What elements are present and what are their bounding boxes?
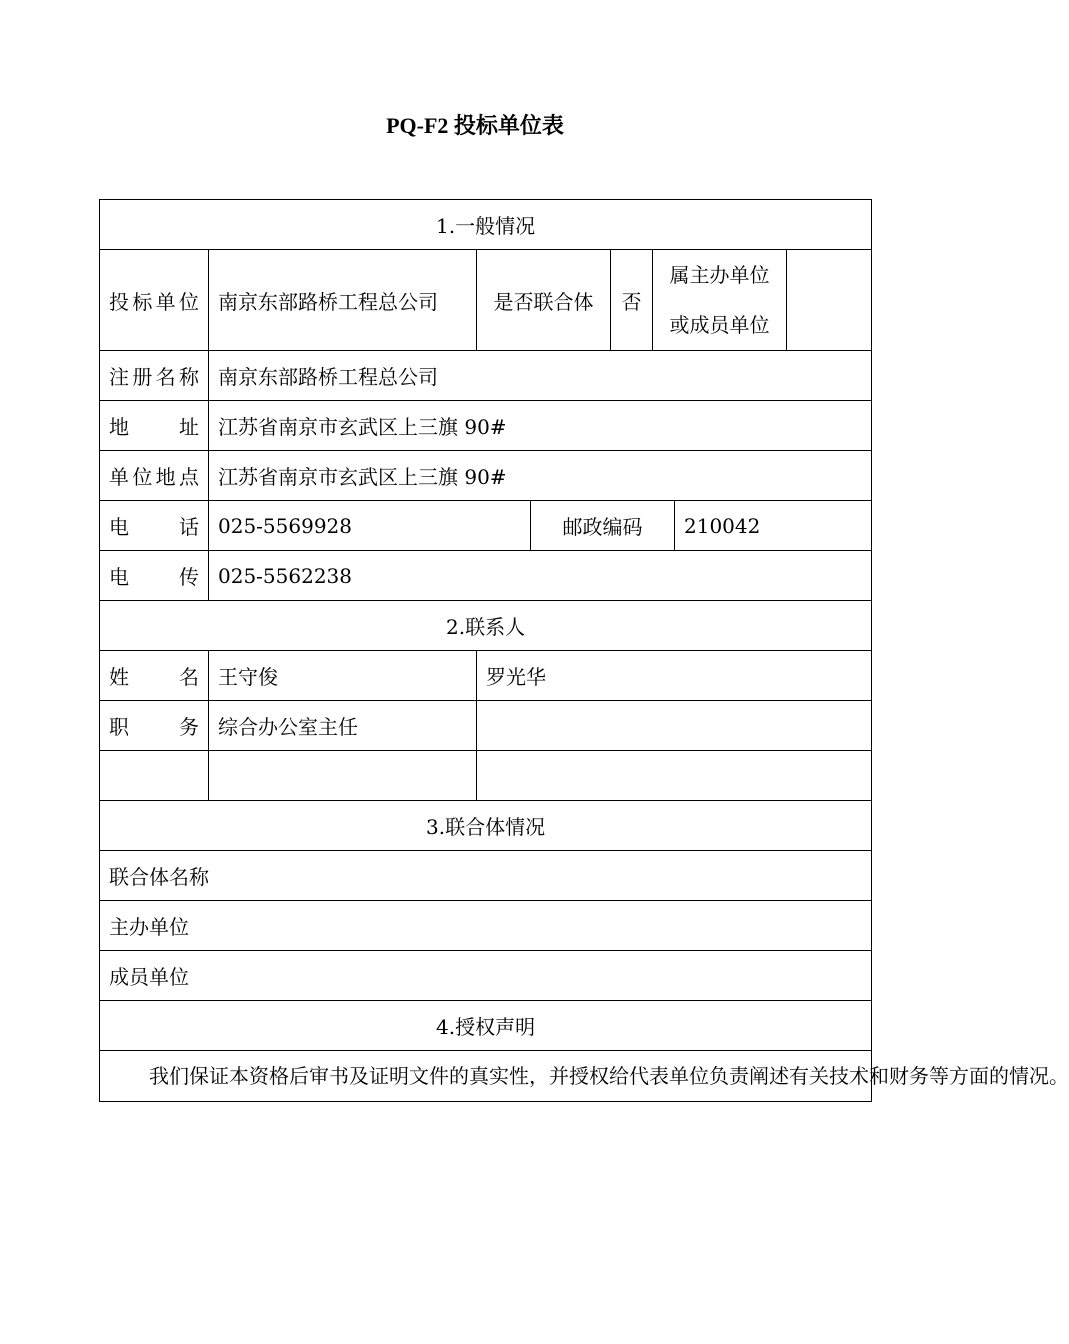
- section-4-heading: 4.授权声明: [100, 1001, 872, 1051]
- phone-value: 025-5569928: [209, 501, 531, 551]
- section-3-header-row: [100, 801, 872, 851]
- location-label: 单位地点: [100, 451, 209, 501]
- joint-label: 是否联合体: [477, 250, 611, 351]
- authorization-statement: 我们保证本资格后审书及证明文件的真实性，并授权给代表单位负责阐述有关技术和财务等方面的情况。: [149, 1064, 1069, 1088]
- bidder-value: 南京东部路桥工程总公司: [209, 250, 477, 351]
- contact-1-position: 综合办公室主任: [209, 701, 477, 751]
- contact-2-position: [477, 701, 872, 751]
- reg-name-label: 注册名称: [100, 351, 209, 401]
- position-label: 职 务: [100, 701, 209, 751]
- statement-cell: [100, 1051, 1069, 1102]
- page-title: PQ-F2 投标单位表: [386, 113, 564, 138]
- section-2-heading: 2.联系人: [100, 601, 872, 651]
- section-4-header-row: [100, 1001, 872, 1051]
- section-1-header-row: [100, 200, 872, 250]
- reg-name-value: 南京东部路桥工程总公司: [209, 351, 872, 401]
- role-value: [787, 250, 872, 351]
- lead-member-row: [100, 901, 872, 951]
- role-label-line-2: 或成员单位: [669, 313, 770, 337]
- section-1-heading: 1.一般情况: [100, 200, 872, 250]
- bidder-label: 投标单位: [100, 250, 209, 351]
- joint-value: 否: [611, 250, 653, 351]
- address-value: 江苏省南京市玄武区上三旗 90#: [209, 401, 872, 451]
- section-2-header-row: [100, 601, 872, 651]
- role-label-line-1: 属主办单位: [669, 263, 770, 287]
- section-3-heading: 3.联合体情况: [100, 801, 872, 851]
- address-label: 地 址: [100, 401, 209, 451]
- blank-cell: [209, 751, 477, 801]
- member-row: [100, 951, 872, 1001]
- fax-value: 025-5562238: [209, 551, 872, 601]
- bidder-row: [100, 250, 872, 351]
- postcode-label: 邮政编码: [531, 501, 675, 551]
- consortium-name-label: 联合体名称: [100, 851, 872, 901]
- postcode-value: 210042: [675, 501, 872, 551]
- statement-row: [100, 1051, 872, 1102]
- consortium-name-row: [100, 851, 872, 901]
- contact-blank-row: [100, 751, 872, 801]
- bidder-form-table: [99, 199, 1069, 1102]
- name-label: 姓 名: [100, 651, 209, 701]
- location-value: 江苏省南京市玄武区上三旗 90#: [209, 451, 872, 501]
- fax-label: 电 传: [100, 551, 209, 601]
- contact-1-name: 王守俊: [209, 651, 477, 701]
- location-row: [100, 451, 872, 501]
- phone-label: 电 话: [100, 501, 209, 551]
- blank-cell: [477, 751, 872, 801]
- phone-row: [100, 501, 872, 551]
- contact-position-row: [100, 701, 872, 751]
- fax-row: [100, 551, 872, 601]
- blank-cell: [100, 751, 209, 801]
- member-label: 成员单位: [100, 951, 872, 1001]
- contact-name-row: [100, 651, 872, 701]
- contact-2-name: 罗光华: [477, 651, 872, 701]
- reg-name-row: [100, 351, 872, 401]
- role-label: [653, 250, 787, 351]
- address-row: [100, 401, 872, 451]
- lead-member-label: 主办单位: [100, 901, 872, 951]
